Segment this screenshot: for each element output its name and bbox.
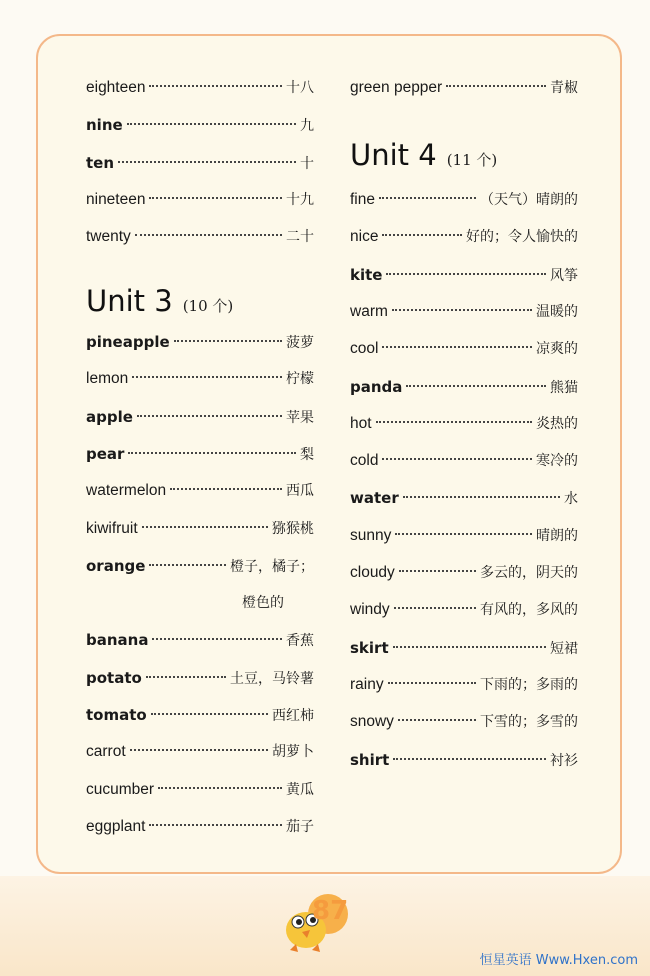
- unit-4-heading: [350, 138, 497, 178]
- english-word: warm: [350, 302, 388, 320]
- dot-leader: [394, 607, 476, 609]
- unit-word-count: (10 个): [182, 297, 234, 315]
- dot-leader: [446, 85, 546, 87]
- english-word: lemon: [86, 370, 129, 388]
- english-word: potato: [86, 668, 142, 687]
- vocab-entry: [350, 188, 578, 212]
- dot-leader: [398, 719, 476, 721]
- vocab-entry: [350, 375, 578, 399]
- vocab-entry: [350, 710, 578, 734]
- chinese-meaning: 多云的，阴天的: [480, 565, 578, 581]
- english-word: cucumber: [86, 780, 155, 798]
- dot-leader: [127, 123, 296, 125]
- chinese-meaning: 黄瓜: [286, 781, 314, 798]
- dot-leader: [406, 385, 546, 387]
- chinese-meaning: （天气）晴朗的: [480, 192, 578, 208]
- vocab-entry: [350, 337, 578, 361]
- vocab-entry: [350, 524, 578, 548]
- vocab-entry: [86, 330, 314, 354]
- dot-leader: [382, 346, 532, 348]
- english-word: shirt: [350, 750, 390, 769]
- chinese-meaning: 香蕉: [286, 633, 314, 650]
- english-word: nine: [86, 116, 123, 135]
- english-word: rainy: [350, 675, 384, 693]
- english-word: nineteen: [86, 190, 146, 208]
- english-word: eighteen: [86, 79, 146, 96]
- chinese-meaning: 西瓜: [286, 483, 314, 500]
- english-word: kite: [350, 265, 383, 284]
- chinese-meaning: 好的；令人愉快的: [466, 229, 578, 246]
- unit-title: Unit 4: [350, 138, 437, 172]
- chinese-meaning: 茄子: [286, 818, 314, 835]
- vocabulary-card: [36, 34, 622, 874]
- chinese-meaning: 水: [564, 491, 578, 508]
- english-word: orange: [86, 556, 146, 575]
- vocab-entry: [86, 225, 314, 249]
- english-word: pear: [86, 444, 125, 463]
- chinese-meaning: 风筝: [550, 267, 578, 284]
- vocab-entry: [86, 113, 314, 137]
- vocab-entry: [86, 666, 314, 690]
- english-word: pineapple: [86, 333, 170, 351]
- english-word: ten: [86, 153, 115, 172]
- dot-leader: [382, 458, 532, 460]
- chinese-meaning: 温暖的: [536, 303, 578, 320]
- chinese-meaning: 苹果: [286, 409, 314, 426]
- english-word: water: [350, 489, 399, 508]
- chinese-meaning: 十九: [286, 191, 314, 208]
- dot-leader: [149, 824, 282, 826]
- english-word: banana: [86, 631, 149, 650]
- vocab-entry: [350, 412, 578, 436]
- dot-leader: [137, 415, 282, 417]
- unit-title: Unit 3: [86, 284, 173, 318]
- dot-leader: [170, 488, 282, 490]
- dot-leader: [379, 197, 476, 199]
- english-word: cool: [350, 340, 379, 358]
- vocab-entry: [350, 748, 578, 772]
- dot-leader: [149, 564, 226, 566]
- english-word: hot: [350, 414, 372, 432]
- dot-leader: [142, 526, 268, 528]
- english-word: kiwifruit: [86, 519, 138, 537]
- dot-leader: [386, 273, 546, 275]
- dot-leader: [395, 533, 532, 535]
- vocab-entry: [350, 673, 578, 697]
- chinese-meaning: 菠萝: [286, 335, 314, 351]
- chinese-meaning: 九: [300, 118, 314, 135]
- chinese-meaning: 十八: [286, 80, 314, 96]
- chinese-meaning: 胡萝卜: [272, 744, 314, 761]
- vocab-entry: [86, 703, 314, 727]
- english-word: cold: [350, 452, 379, 470]
- dot-leader: [174, 340, 282, 342]
- english-word: carrot: [86, 743, 126, 761]
- vocab-entry: [86, 554, 314, 578]
- dot-leader: [135, 234, 282, 236]
- english-word: fine: [350, 191, 375, 208]
- dot-leader: [393, 646, 546, 648]
- dot-leader: [158, 787, 282, 789]
- english-word: panda: [350, 377, 403, 396]
- dot-leader: [388, 682, 476, 684]
- vocab-entry: [86, 815, 314, 839]
- vocab-entry: [86, 405, 314, 429]
- dot-leader: [149, 85, 282, 87]
- english-word: eggplant: [86, 817, 146, 835]
- chinese-meaning: 短裙: [550, 640, 578, 657]
- dot-leader: [376, 421, 532, 423]
- chinese-meaning: 土豆，马铃薯: [230, 670, 314, 687]
- chinese-meaning: 青椒: [550, 80, 578, 96]
- english-word: sunny: [350, 526, 392, 544]
- vocab-entry: [86, 628, 314, 652]
- dot-leader: [392, 309, 532, 311]
- dot-leader: [393, 758, 546, 760]
- unit-word-count: (11 个): [446, 151, 498, 169]
- chinese-meaning: 寒冷的: [536, 453, 578, 470]
- watermark: 恒星英语 Www.Hxen.com: [479, 953, 638, 968]
- english-word: snowy: [350, 713, 394, 731]
- vocab-entry: [350, 636, 578, 660]
- chinese-meaning: 二十: [286, 229, 314, 246]
- chinese-meaning: 凉爽的: [536, 341, 578, 358]
- chinese-meaning: 柠檬: [286, 371, 314, 388]
- vocab-entry: [350, 561, 578, 585]
- vocab-entry: [350, 486, 578, 510]
- english-word: apple: [86, 407, 133, 426]
- dot-leader: [403, 496, 560, 498]
- chinese-meaning: 炎热的: [536, 415, 578, 432]
- vocab-entry: [86, 151, 314, 175]
- chinese-meaning: 下雪的；多雪的: [480, 714, 578, 731]
- unit-3-heading: [86, 284, 233, 324]
- chinese-meaning: 橙子，橘子；: [230, 558, 314, 575]
- chinese-meaning: 衬衫: [550, 752, 578, 769]
- vocab-entry: [350, 449, 578, 473]
- vocab-entry: [86, 442, 314, 466]
- dot-leader: [146, 676, 226, 678]
- dot-leader: [128, 452, 296, 454]
- dot-leader: [130, 749, 268, 751]
- vocab-entry: [350, 598, 578, 622]
- english-word: watermelon: [86, 482, 167, 500]
- vocab-entry: [350, 263, 578, 287]
- vocab-entry: [86, 76, 314, 100]
- english-word: windy: [350, 601, 390, 619]
- dot-leader: [151, 713, 268, 715]
- chinese-meaning: 十: [300, 155, 314, 172]
- dot-leader: [132, 376, 282, 378]
- vocab-entry: [350, 225, 578, 249]
- english-word: green pepper: [350, 79, 443, 96]
- dot-leader: [382, 234, 462, 236]
- english-word: tomato: [86, 706, 147, 724]
- vocab-entry: [86, 367, 314, 391]
- dot-leader: [149, 197, 282, 199]
- dot-leader: [399, 570, 476, 572]
- vocab-entry: [350, 300, 578, 324]
- chinese-meaning: 西红柿: [272, 708, 314, 724]
- dot-leader: [118, 161, 296, 163]
- vocab-entry: [86, 188, 314, 212]
- chinese-meaning: 梨: [300, 446, 314, 463]
- vocab-entry: [86, 740, 314, 764]
- chinese-meaning: 熊猫: [550, 379, 578, 396]
- vocab-entry: [86, 778, 314, 802]
- orange-meaning-continuation: 橙色的: [242, 595, 284, 612]
- chinese-meaning: 晴朗的: [536, 527, 578, 544]
- english-word: twenty: [86, 228, 131, 246]
- chinese-meaning: 下雨的；多雨的: [480, 676, 578, 693]
- page-number: 87: [312, 896, 349, 926]
- dot-leader: [152, 638, 282, 640]
- english-word: skirt: [350, 638, 389, 657]
- chinese-meaning: 有风的，多风的: [480, 602, 578, 619]
- english-word: nice: [350, 228, 379, 246]
- vocab-entry: [350, 76, 578, 100]
- vocab-entry: [86, 517, 314, 541]
- vocab-entry: [86, 479, 314, 503]
- chinese-meaning: 猕猴桃: [272, 520, 314, 537]
- english-word: cloudy: [350, 564, 395, 581]
